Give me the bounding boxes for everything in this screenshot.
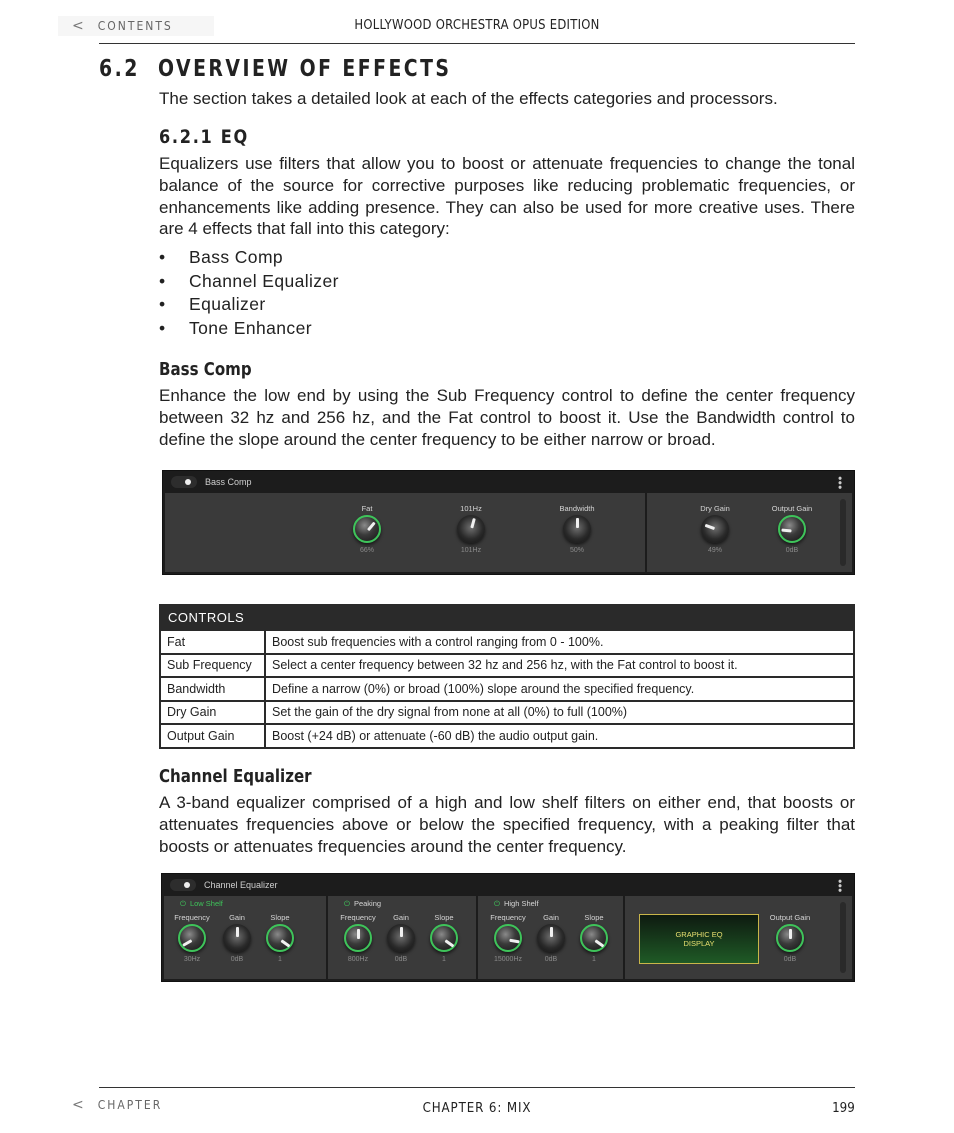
plugin-name: Bass Comp — [205, 477, 252, 487]
back-chevron-icon: < — [72, 18, 84, 34]
fat-knob-group: Fat 66% — [337, 503, 397, 554]
graphic-eq-display[interactable]: GRAPHIC EQ DISPLAY — [639, 914, 759, 964]
page-number: 199 — [832, 1100, 855, 1116]
power-toggle[interactable] — [171, 476, 197, 488]
sub-frequency-knob[interactable] — [457, 515, 485, 543]
table-row: Sub Frequency Select a center frequency between 32 hz and 256 hz, with the Fat control to boost it. — [160, 654, 854, 678]
frequency-knob-group: Frequency 30Hz — [174, 913, 210, 963]
bass-comp-paragraph: Enhance the low end by using the Sub Frequency control to define the center frequency between 32 hz and 256 hz, and the Fat control to boost it. Use the Bandwidth control to define the slope around the center frequency to be either narrow or broad. — [159, 386, 855, 449]
frequency-knob[interactable] — [344, 924, 372, 952]
list-item: • Equalizer — [159, 294, 266, 314]
scrollbar[interactable] — [840, 499, 846, 566]
plugin-title-bar — [163, 471, 854, 493]
output-gain-knob[interactable] — [778, 515, 806, 543]
list-item: • Bass Comp — [159, 247, 284, 267]
bandwidth-knob-group: Bandwidth 50% — [559, 504, 595, 554]
chapter-title: CHAPTER 6: MIX — [422, 1100, 532, 1116]
table-row: Output Gain Boost (+24 dB) or attenuate (-60 dB) the audio output gain. — [160, 724, 854, 748]
dry-gain-knob-group: Dry Gain 49% — [700, 504, 730, 554]
display-output-pane — [625, 896, 852, 979]
output-gain-knob[interactable] — [776, 924, 804, 952]
gain-knob[interactable] — [387, 924, 415, 952]
section-heading — [99, 56, 451, 82]
section-number: 6.2 — [99, 56, 140, 82]
channel-eq-heading: Channel Equalizer — [159, 767, 312, 787]
slope-knob-group: Slope 1 — [250, 912, 310, 963]
slope-knob[interactable] — [266, 924, 294, 952]
menu-dots-icon[interactable]: ••• — [833, 475, 846, 489]
channel-eq-plugin-panel — [161, 873, 855, 982]
table-row: Bandwidth Define a narrow (0%) or broad (100%) slope around the specified frequency. — [160, 677, 854, 701]
eq-heading: 6.2.1 EQ — [159, 126, 249, 148]
header-divider — [99, 43, 855, 44]
gain-knob-group: Gain 0dB — [371, 912, 431, 963]
section-title: OVERVIEW OF EFFECTS — [158, 56, 452, 82]
list-item: • Tone Enhancer — [159, 317, 312, 338]
gain-knob[interactable] — [537, 924, 565, 952]
dry-gain-knob[interactable] — [701, 515, 729, 543]
band-title: ⏻ High Shelf — [494, 899, 539, 908]
frequency-knob-group: Frequency 15000Hz — [490, 913, 526, 963]
gain-pane — [647, 493, 852, 572]
section-intro: The section takes a detailed look at each of the effects categories and processors. — [159, 89, 778, 108]
fat-knob[interactable] — [353, 515, 381, 543]
power-icon[interactable]: ⏻ — [344, 899, 350, 908]
chapter-label: CHAPTER — [97, 1098, 163, 1112]
plugin-name: Channel Equalizer — [204, 880, 278, 890]
peaking-band — [328, 896, 476, 979]
bass-comp-heading: Bass Comp — [159, 360, 252, 380]
slope-knob[interactable] — [430, 924, 458, 952]
output-gain-knob-group: Output Gain 0dB — [769, 913, 811, 963]
frequency-knob[interactable] — [494, 924, 522, 952]
frequency-knob-group: Frequency 800Hz — [340, 913, 376, 963]
slope-knob-group: Slope 1 — [414, 912, 474, 963]
eq-effect-list — [159, 246, 339, 340]
controls-table — [159, 604, 855, 749]
table-row: Dry Gain Set the gain of the dry signal from none at all (0%) to full (100%) — [160, 701, 854, 725]
sub-frequency-knob-group: 101Hz 101Hz — [441, 503, 501, 554]
list-item: • Channel Equalizer — [159, 270, 339, 291]
contents-label: CONTENTS — [97, 19, 173, 33]
power-toggle[interactable] — [170, 879, 196, 891]
frequency-knob[interactable] — [178, 924, 206, 952]
main-controls-pane — [165, 493, 645, 572]
menu-dots-icon[interactable]: ••• — [833, 878, 846, 892]
channel-eq-paragraph: A 3-band equalizer comprised of a high and low shelf filters on either end, that boosts or attenuates frequencies above or below the specified frequency, with a peaking filter that boosts or attenuates frequencies around the center frequency. — [159, 793, 855, 856]
footer-divider — [99, 1087, 855, 1088]
table-header: CONTROLS — [160, 605, 854, 630]
gain-knob-group: Gain 0dB — [207, 912, 267, 963]
slope-knob[interactable] — [580, 924, 608, 952]
power-icon[interactable]: ⏻ — [494, 899, 500, 908]
bass-comp-plugin-panel — [162, 470, 855, 575]
gain-knob-group: Gain 0dB — [521, 912, 581, 963]
low-shelf-band — [164, 896, 326, 979]
band-title: ⏻ Peaking — [344, 899, 382, 908]
output-gain-knob-group: Output Gain 0dB — [771, 504, 813, 554]
high-shelf-band — [478, 896, 623, 979]
slope-knob-group: Slope 1 — [564, 912, 624, 963]
eq-paragraph: Equalizers use filters that allow you to boost or attenuate frequencies to change the tonal balance of the source for corrective purposes like reducing problematic frequencies, or enhancements like adding presence. They can also be used for more creative uses. There are 4 effects that fall into this category: — [159, 154, 855, 239]
power-icon[interactable]: ⏻ — [180, 899, 186, 908]
table-row: Fat Boost sub frequencies with a control ranging from 0 - 100%. — [160, 630, 854, 654]
gain-knob[interactable] — [223, 924, 251, 952]
document-title: HOLLYWOOD ORCHESTRA OPUS EDITION — [354, 17, 600, 33]
bandwidth-knob[interactable] — [563, 515, 591, 543]
scrollbar[interactable] — [840, 902, 846, 973]
back-chevron-icon: < — [72, 1097, 84, 1113]
band-title: ⏻ Low Shelf — [180, 899, 223, 908]
plugin-title-bar — [162, 874, 854, 896]
